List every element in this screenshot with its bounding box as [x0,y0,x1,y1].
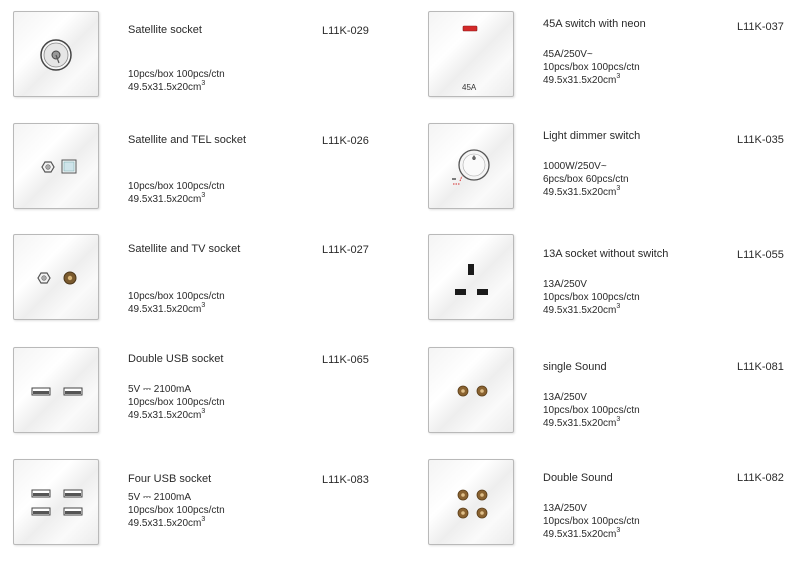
product-name: Satellite and TEL socket [128,134,247,146]
product-photo [428,11,514,97]
product-specs [543,160,629,199]
product-name: single Sound [543,361,607,373]
spec-dimensions: $49.5x31.5x20cm^3$ [543,416,621,429]
product-double-sound [428,459,800,551]
product-code: L11K-081 [737,361,784,373]
sound-terminal-icon [429,348,514,433]
product-name: Double USB socket [128,353,224,365]
product-double-usb-socket [13,347,398,439]
product-code: L11K-035 [737,134,784,146]
product-code: L11K-055 [737,249,784,261]
product-name: Satellite and TV socket [128,243,241,255]
product-specs [128,180,225,206]
double-sound-terminal-icon [429,460,514,545]
spec-dimensions: $49.5x31.5x20cm^3$ [128,80,206,93]
product-specs [128,383,225,422]
spec-rating: 13A/250V [543,503,587,514]
product-13a-socket-without-switch [428,234,800,326]
spec-dimensions: $49.5x31.5x20cm^3$ [128,302,206,315]
satellite-tel-socket-icon [14,124,99,209]
spec-dimensions: $49.5x31.5x20cm^3$ [128,192,206,205]
product-light-dimmer-switch [428,123,800,215]
product-code: L11K-082 [737,472,784,484]
product-code: L11K-027 [322,244,369,256]
product-photo [13,347,99,433]
spec-packing: 10pcs/box 100pcs/ctn [128,291,225,302]
spec-packing: 10pcs/box 100pcs/ctn [128,505,225,516]
product-photo [13,11,99,97]
spec-dimensions: $49.5x31.5x20cm^3$ [128,516,206,529]
satellite-socket-icon [14,12,99,97]
product-photo [13,234,99,320]
spec-packing: 10pcs/box 100pcs/ctn [128,397,225,408]
product-photo [428,459,514,545]
product-code: L11K-029 [322,25,369,37]
spec-packing: 10pcs/box 100pcs/ctn [543,405,640,416]
uk-socket-icon [429,235,514,320]
product-name: Satellite socket [128,24,202,36]
product-satellite-tel-socket [13,123,398,215]
spec-rating: 45A/250V~ [543,49,593,60]
product-specs [128,290,225,316]
double-usb-socket-icon [14,348,99,433]
product-45a-switch-with-neon [428,11,800,103]
product-photo [13,123,99,209]
product-specs [543,391,640,430]
product-satellite-socket [13,11,398,103]
product-specs [543,48,640,87]
product-four-usb-socket [13,459,398,551]
product-name: Four USB socket [128,473,212,485]
spec-rating: 13A/250V [543,392,587,403]
spec-dimensions: $49.5x31.5x20cm^3$ [543,185,621,198]
spec-output: 5V ⎓ 2100mA [128,384,192,395]
spec-output: 5V ⎓ 2100mA [128,492,192,503]
product-photo [428,347,514,433]
product-code: L11K-026 [322,135,369,147]
product-code: L11K-065 [322,354,369,366]
product-name: Light dimmer switch [543,130,641,142]
satellite-tv-socket-icon [14,235,99,320]
spec-packing: 10pcs/box 100pcs/ctn [543,292,640,303]
spec-packing: 6pcs/box 60pcs/ctn [543,174,629,185]
product-single-sound [428,347,800,439]
product-name: Double Sound [543,472,613,484]
spec-packing: 10pcs/box 100pcs/ctn [128,181,225,192]
product-specs [128,491,225,530]
product-name: 13A socket without switch [543,248,669,260]
spec-dimensions: $49.5x31.5x20cm^3$ [543,527,621,540]
product-photo [428,234,514,320]
spec-packing: 10pcs/box 100pcs/ctn [543,62,640,73]
product-name: 45A switch with neon [543,18,646,30]
product-photo [428,123,514,209]
product-specs [543,278,640,317]
dimmer-knob-icon [429,124,514,209]
product-specs [128,68,225,94]
spec-dimensions: $49.5x31.5x20cm^3$ [543,303,621,316]
product-code: L11K-037 [737,21,784,33]
rating-label: 45A [462,83,477,92]
spec-dimensions: $49.5x31.5x20cm^3$ [543,73,621,86]
spec-packing: 10pcs/box 100pcs/ctn [543,516,640,527]
spec-dimensions: $49.5x31.5x20cm^3$ [128,408,206,421]
product-satellite-tv-socket [13,234,398,326]
spec-rating: 1000W/250V~ [543,161,607,172]
product-photo [13,459,99,545]
spec-rating: 13A/250V [543,279,587,290]
product-code: L11K-083 [322,474,369,486]
spec-packing: 10pcs/box 100pcs/ctn [128,69,225,80]
product-specs [543,502,640,541]
four-usb-socket-icon [14,460,99,545]
